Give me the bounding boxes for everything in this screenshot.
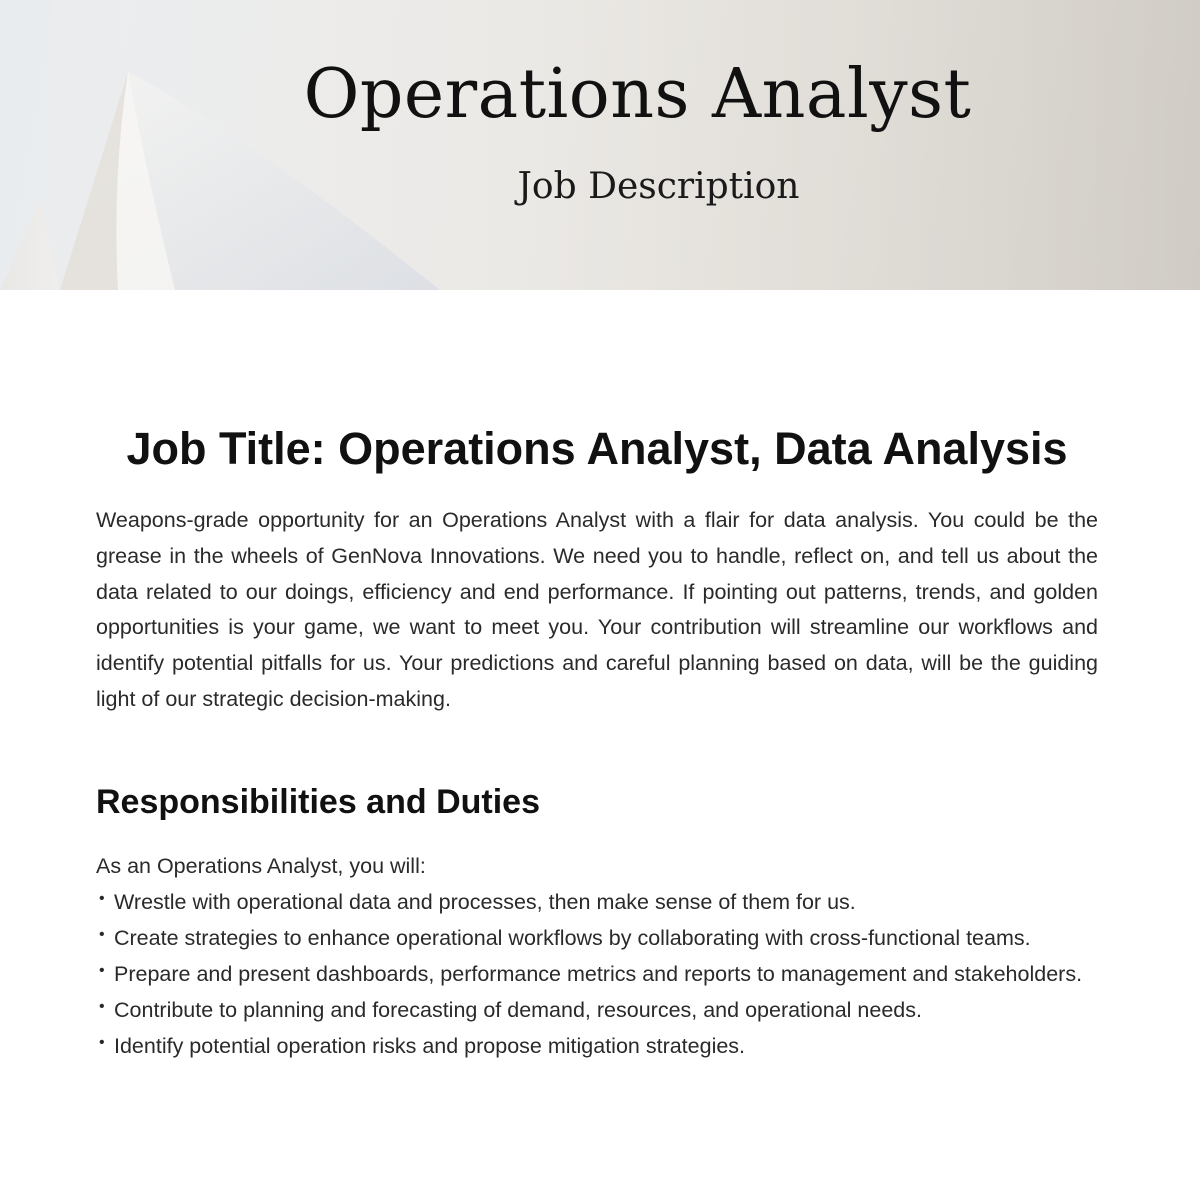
responsibilities-lead: As an Operations Analyst, you will: bbox=[96, 853, 426, 878]
banner-background-image bbox=[0, 0, 1200, 290]
list-item-text: Wrestle with operational data and processes, then make sense of them for us. bbox=[114, 889, 856, 914]
bullet-icon: • bbox=[99, 925, 105, 943]
list-item-text: Identify potential operation risks and propose mitigation strategies. bbox=[114, 1033, 746, 1058]
list-item-text: Create strategies to enhance operational workflows by collaborating with cross-functional teams. bbox=[114, 925, 1031, 950]
bullet-icon: • bbox=[99, 889, 105, 907]
list-item bbox=[96, 920, 1086, 956]
bullet-icon: • bbox=[99, 997, 105, 1015]
list-item-text: Prepare and present dashboards, performance metrics and reports to management and stakeholders. bbox=[114, 961, 1083, 986]
list-item-text: Contribute to planning and forecasting of demand, resources, and operational needs. bbox=[114, 997, 922, 1022]
responsibilities-list bbox=[96, 884, 1086, 1064]
job-title-heading: Job Title: Operations Analyst, Data Analysis bbox=[126, 423, 1068, 474]
main-content bbox=[96, 420, 1098, 1064]
list-item bbox=[96, 956, 1086, 992]
list-item bbox=[96, 1028, 1086, 1064]
intro-paragraph: Weapons-grade opportunity for an Operations Analyst with a flair for data analysis. You could be the grease in the wheels of GenNova Innovations. We need you to handle, reflect on, and tell us about the data related to our doings, efficiency and end performance. If pointing out patterns, trends, and golden opportunities is your game, we want to meet you. Your contribution will streamline our workflows and identify potential pitfalls for us. Your predictions and careful planning based on data, will be the guiding light of our strategic decision-making. bbox=[96, 508, 1098, 711]
document-subtitle: Job Description bbox=[517, 166, 800, 207]
header-banner bbox=[0, 0, 1200, 290]
bullet-icon: • bbox=[99, 961, 105, 979]
list-item bbox=[96, 992, 1086, 1028]
document-title: Operations Analyst bbox=[303, 55, 972, 134]
bullet-icon: • bbox=[99, 1033, 105, 1051]
responsibilities-heading: Responsibilities and Duties bbox=[96, 782, 540, 821]
list-item bbox=[96, 884, 1086, 920]
